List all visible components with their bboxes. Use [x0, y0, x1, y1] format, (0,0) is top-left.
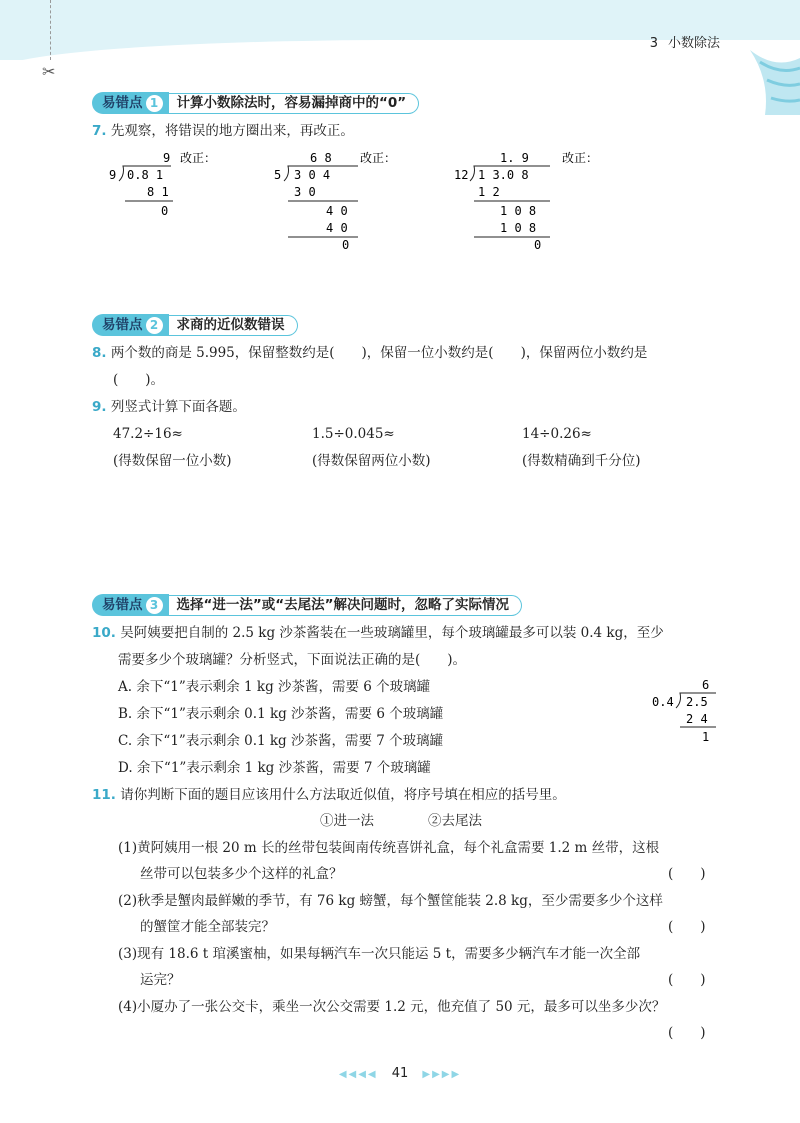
- section-tag: 易错点 1: [92, 92, 169, 114]
- page-number: 41: [391, 1066, 409, 1081]
- section-tag: 易错点 3: [92, 594, 169, 616]
- question-10-line2: 需要多少个玻璃罐？分析竖式，下面说法正确的是( )。: [118, 652, 467, 668]
- subtrahend: 3 0: [294, 185, 316, 199]
- q11-item-1: (1)黄阿姨用一根 20 m 长的丝带包装闽南传统喜饼礼盒，每个礼盒需要 1.2 m 丝带，这根: [118, 840, 660, 856]
- chapter-title: 小数除法: [667, 36, 720, 51]
- correct-label: 改正：: [360, 151, 397, 165]
- question-8: 8. 两个数的商是 5.995，保留整数约是( )，保留一位小数约是( )，保留两位小数约是: [92, 345, 648, 361]
- remainder: 0: [534, 238, 542, 252]
- question-8-line2: ( )。: [113, 372, 165, 388]
- divisor: 5: [274, 168, 282, 182]
- correct-label: 改正：: [562, 151, 599, 165]
- section-2-header: [92, 314, 298, 336]
- subtrahend: 1 2: [478, 185, 500, 199]
- q10-option-d: D. 余下“1”表示剩余 1 kg 沙茶酱，需要 7 个玻璃罐: [118, 760, 431, 776]
- section-3-header: [92, 594, 522, 616]
- method-1: ①进一法: [320, 813, 374, 829]
- left-arrows-icon: ◀◀◀◀: [338, 1069, 378, 1080]
- divisor: 9: [109, 168, 117, 182]
- divisor: 0.4: [652, 695, 674, 709]
- q10-option-a: A. 余下“1”表示剩余 1 kg 沙茶酱，需要 6 个玻璃罐: [118, 679, 431, 695]
- q11-item-2: (2)秋季是蟹肉最鲜嫩的季节，有 76 kg 螃蟹，每个蟹筐能装 2.8 kg，至少需要多少个这样: [118, 893, 663, 909]
- q9-note-1: (得数保留一位小数): [113, 453, 232, 469]
- q11-item-1-line2: 丝带可以包装多少个这样的礼盒？: [140, 866, 343, 882]
- scissors-icon: ✂: [42, 62, 56, 81]
- question-7: 7. 先观察，将错误的地方圈出来，再改正。: [92, 123, 354, 139]
- section-tag: 易错点 2: [92, 314, 169, 336]
- remainder: 1: [702, 730, 710, 744]
- dividend: 2.5: [686, 695, 708, 709]
- partial-dividend: 4 0: [326, 204, 348, 218]
- q9-expr-1: 47.2÷16≈: [113, 426, 183, 442]
- subtrahend: 2 4: [686, 712, 708, 726]
- subtrahend: 8 1: [147, 185, 169, 199]
- q9-expr-2: 1.5÷0.045≈: [312, 426, 395, 442]
- section-number: 3: [146, 597, 163, 614]
- section-1-header: [92, 92, 419, 114]
- divisor: 12: [454, 168, 469, 182]
- section-topic: 选择“进一法”或“去尾法”解决问题时，忽略了实际情况: [169, 595, 523, 616]
- page-footer: [0, 1066, 800, 1081]
- question-9: 9. 列竖式计算下面各题。: [92, 399, 246, 415]
- quotient: 9: [163, 151, 171, 165]
- method-2: ②去尾法: [428, 813, 482, 829]
- cut-line: [50, 0, 51, 60]
- dividend: 3 0 4: [294, 168, 331, 182]
- right-arrows-icon: ▶▶▶▶: [422, 1069, 462, 1080]
- q10-option-b: B. 余下“1”表示剩余 0.1 kg 沙茶酱，需要 6 个玻璃罐: [118, 706, 444, 722]
- section-topic: 计算小数除法时，容易漏掉商中的“0”: [169, 93, 420, 114]
- section-topic: 求商的近似数错误: [169, 315, 298, 336]
- dividend: 0.8 1: [127, 168, 164, 182]
- subtrahend: 1 0 8: [500, 221, 537, 235]
- quotient: 6: [702, 678, 710, 692]
- answer-blank[interactable]: ( ): [668, 866, 706, 882]
- q9-note-2: (得数保留两位小数): [312, 453, 431, 469]
- remainder: 0: [161, 204, 169, 218]
- division-3: [450, 148, 600, 253]
- answer-blank[interactable]: ( ): [668, 919, 706, 935]
- section-number: 1: [146, 95, 163, 112]
- q9-note-3: (得数精确到千分位): [522, 453, 641, 469]
- quotient: 1. 9: [500, 151, 529, 165]
- dividend: 1 3.0 8: [478, 168, 529, 182]
- q11-item-3: (3)现有 18.6 t 琯溪蜜柚，如果每辆汽车一次只能运 5 t，需要多少辆汽车才能一次全部: [118, 946, 641, 962]
- q11-item-4: (4)小厦办了一张公交卡，乘坐一次公交需要 1.2 元，他充值了 50 元，最多可以坐多少次？: [118, 999, 666, 1015]
- division-q10: [650, 676, 720, 746]
- answer-blank[interactable]: ( ): [668, 972, 706, 988]
- question-11: 11. 请你判断下面的题目应该用什么方法取近似值，将序号填在相应的括号里。: [92, 787, 566, 803]
- remainder: 0: [342, 238, 350, 252]
- q10-option-c: C. 余下“1”表示剩余 0.1 kg 沙茶酱，需要 7 个玻璃罐: [118, 733, 444, 749]
- question-10: 10. 吴阿姨要把自制的 2.5 kg 沙茶酱装在一些玻璃罐里，每个玻璃罐最多可以装 0.4 kg，至少: [92, 625, 664, 641]
- chapter-number: 3: [649, 36, 658, 51]
- quotient: 6 8: [310, 151, 332, 165]
- correct-label: 改正：: [180, 151, 217, 165]
- q9-expr-3: 14÷0.26≈: [522, 426, 592, 442]
- q11-item-3-line2: 运完？: [140, 972, 181, 988]
- q11-item-2-line2: 的蟹筐才能全部装完？: [140, 919, 275, 935]
- pagoda-roof-icon: [745, 40, 800, 115]
- chapter-heading: [650, 32, 720, 51]
- section-number: 2: [146, 317, 163, 334]
- division-1: [105, 148, 245, 223]
- answer-blank[interactable]: ( ): [668, 1025, 706, 1041]
- division-2: [270, 148, 410, 253]
- subtrahend: 4 0: [326, 221, 348, 235]
- partial-dividend: 1 0 8: [500, 204, 537, 218]
